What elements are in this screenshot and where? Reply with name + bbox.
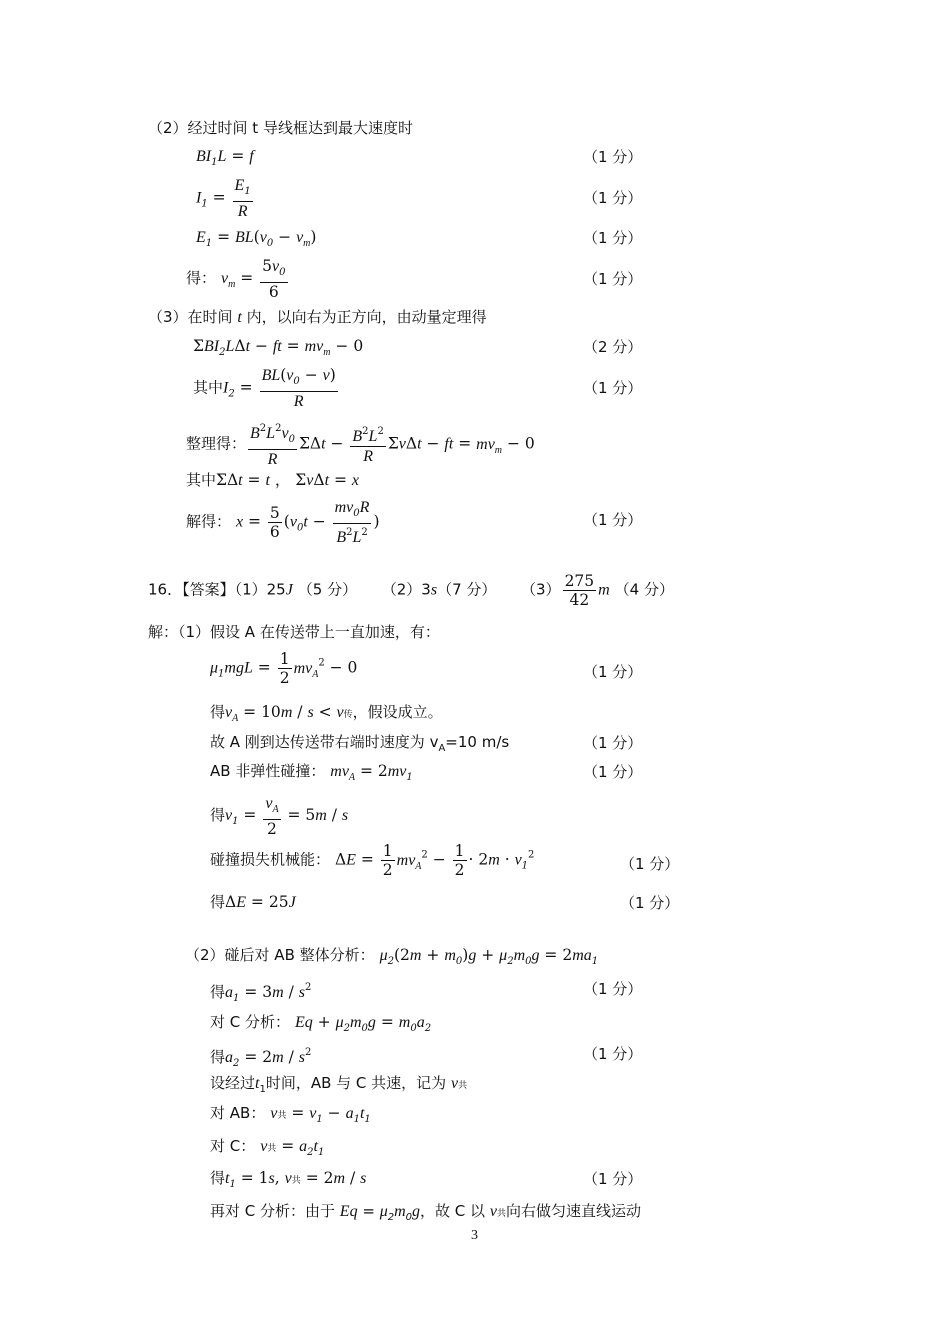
eq-v1: 得$v_1$ = $\frac{v_A}{2}$ = 5m / s [210, 795, 349, 838]
eq-momentum: $\Sigma BI_2L\Delta t$ − ft = $mv_m - 0$ [193, 337, 364, 358]
score: （1 分） [583, 763, 643, 781]
q16-a1-score: （5 分） [297, 580, 358, 599]
q16-a3: （3） [521, 580, 561, 599]
score: （1 分） [620, 894, 680, 912]
p2-c: 对 C 分析： [210, 1013, 291, 1031]
eq-vm: 得： $v_m$ = $\frac{5v_0}{6}$ [186, 257, 286, 301]
solution-intro: 解：（1）假设 A 在传送带上一直加速，有： [148, 623, 440, 641]
q16-a1: （1）25 [234, 580, 286, 599]
t1-text: 设经过 [210, 1074, 256, 1092]
eq-a2: 得$a_2 = 2m / s^2$ [210, 1047, 312, 1069]
part2-heading: （2）经过时间 t 导线框达到最大速度时 [148, 119, 413, 137]
label-de: 得 [210, 1169, 226, 1187]
label-qizhong2: 其中 [186, 471, 217, 489]
part3-heading: （3）在时间 t 内，以向右为正方向，由动量定理得 [148, 308, 487, 326]
eq-i1: $I_1$ = $\frac{E_1}{R}$ [196, 177, 251, 220]
label-zhengli: 整理得： [186, 434, 247, 453]
label-collide: AB 非弹性碰撞： [210, 762, 326, 780]
eq-bil-f: $BI_1L = f$ [196, 147, 254, 168]
score: （1 分） [583, 1170, 643, 1188]
eq-va: 得$v_A = 10m / s < v$传，假设成立。 [210, 703, 443, 724]
score: （1 分） [620, 855, 680, 873]
eq-ab-analysis: （2）碰后对 AB 整体分析： $\mu_2(2m + m_0)g + \mu_2m_0g = 2ma_1$ [185, 946, 599, 967]
sub-gong: 共 [277, 1111, 287, 1121]
q16-a2-score: （7 分） [437, 580, 497, 599]
p2-ab: 对 AB： [210, 1104, 266, 1122]
eq-x: 解得： x = $\frac{5}{6}$ ($v_0t$ − $\frac{mv_0R}{B^2L^2}$ ) [186, 499, 380, 546]
label-jiede: 解得： [186, 512, 232, 531]
eq-ab-speed: 对 AB： v共 = $v_1 - a_1t_1$ [210, 1104, 371, 1125]
score: （1 分） [583, 663, 643, 681]
label-de: 得 [210, 806, 226, 824]
part3-heading-a: （3）在时间 [148, 308, 233, 326]
again-rest: ，故 C 以 [420, 1202, 486, 1220]
speed-text: 故 A 刚到达传送带右端时速度为 v [210, 733, 439, 751]
score: （1 分） [583, 189, 643, 207]
eq-collision: AB 非弹性碰撞： $mv_A = 2mv_1$ [210, 762, 413, 783]
label-loss: 碰撞损失机械能： [210, 850, 331, 869]
again-line: 再对 C 分析：由于 $Eq = \mu_2m_0g$，故 C 以 v共向右做匀速直线运动 [210, 1202, 641, 1223]
eq-e1: $E_1 = BL(v_0 - v_m)$ [196, 228, 317, 249]
score: （1 分） [583, 229, 643, 247]
eq-i2: 其中$I_2$ = $\frac{BL(v_0 - v)}{R}$ [193, 366, 336, 410]
label-de: 得 [210, 703, 226, 721]
eq-de: 得ΔE = 25J [210, 893, 296, 911]
q16-a3-score: （4 分） [614, 580, 674, 599]
eq-c-speed: 对 C： v共 = $a_2t_1$ [210, 1137, 325, 1158]
score: （1 分） [583, 270, 643, 288]
eq-a1: 得$a_1 = 3m / s^2$ [210, 982, 312, 1004]
sub-gong: 共 [458, 1081, 468, 1091]
q16-a3-num: 275 [564, 572, 595, 590]
part3-heading-b: 内，以向右为正方向，由动量定理得 [246, 308, 487, 326]
eq-organize: 整理得： $\frac{B^2L^2v_0}{R}$ ΣΔt − $\frac{B^2L^2}{R}$ ΣvΔt − ft = $mv_m - 0$ [186, 420, 535, 469]
score: （1 分） [583, 980, 643, 998]
q16-a2: （2）3 [381, 580, 431, 599]
label-qizhong: 其中 [193, 378, 224, 397]
score: （1 分） [583, 734, 643, 752]
q16-label: 16．【答案】 [148, 580, 235, 599]
score: （2 分） [583, 338, 643, 356]
label-de: 得 [210, 983, 226, 1001]
page-number: 3 [471, 1228, 478, 1243]
q16-a3-den: 42 [569, 591, 590, 609]
score: （1 分） [583, 379, 643, 397]
speed-value: =10 m/s [445, 733, 510, 751]
label-de: 得 [210, 1048, 226, 1066]
sub-chuan: 传 [343, 710, 353, 720]
sub-gong: 共 [291, 1176, 301, 1186]
score: （1 分） [583, 1045, 643, 1063]
score: （1 分） [583, 511, 643, 529]
sub-gong: 共 [496, 1209, 506, 1219]
p2-cc: 对 C： [210, 1137, 256, 1155]
p2-intro: （2）碰后对 AB 整体分析： [185, 946, 375, 964]
eq-sums: 其中ΣΔt = t ， ΣvΔt = x [186, 471, 359, 489]
speed-line: 故 A 刚到达传送带右端时速度为 $v_A=10$ m/s [210, 733, 510, 754]
t1-rest: 时间，AB 与 C 共速，记为 [265, 1074, 447, 1092]
score: （1 分） [583, 148, 643, 166]
eq-c-analysis: 对 C 分析： $Eq + \mu_2m_0g = m_0a_2$ [210, 1013, 432, 1034]
eq-work-energy: $\mu_1mgL$ = $\frac{1}{2}$ $mv_A^2 - 0$ [210, 650, 358, 687]
label-de: 得 [210, 893, 226, 911]
again-text: 再对 C 分析：由于 [210, 1202, 336, 1220]
label-de: 得： [186, 269, 217, 287]
q16-answer: 16．【答案】（1）25J （5 分） （2）3s（7 分） （3） $\frac{275}{42}$ m （4 分） [148, 572, 674, 609]
again-rest2: 向右做匀速直线运动 [505, 1202, 641, 1220]
eq-energy-loss: 碰撞损失机械能： ΔE = $\frac{1}{2}$ $mv_A^2$ − $\frac{1}{2}$ · $2m \cdot v_1^2$ [210, 842, 535, 879]
eq-t1-result: 得$t_1 = 1s$, v共 = 2m / s [210, 1169, 367, 1190]
t1-line: 设经过$t_1$时间，AB 与 C 共速，记为 v共 [210, 1074, 468, 1095]
va-rest: ，假设成立。 [352, 703, 443, 721]
sub-gong: 共 [267, 1144, 277, 1154]
